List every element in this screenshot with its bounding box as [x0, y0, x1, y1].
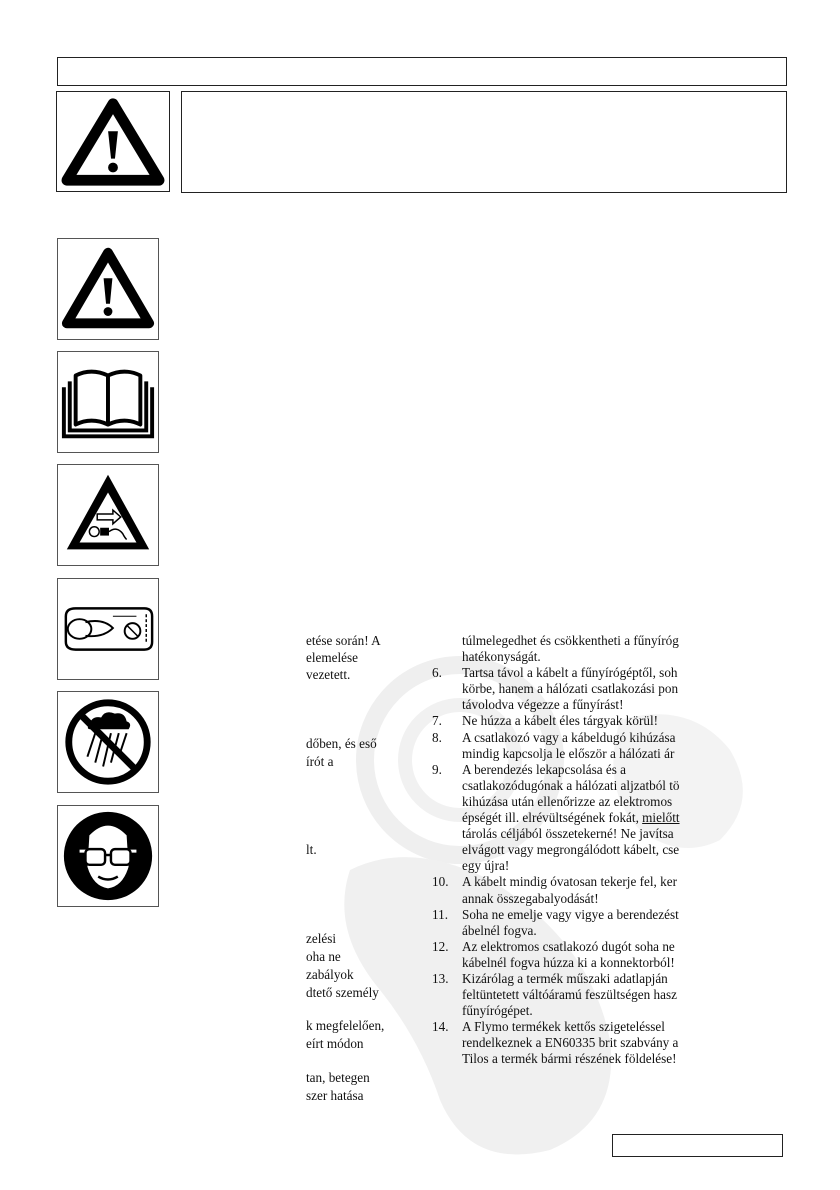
item-number: 14. [432, 1019, 449, 1035]
left-fragment: etése során! A [306, 633, 381, 648]
left-fragment: írót a [306, 754, 334, 769]
left-fragment: zabályok [306, 967, 354, 982]
list-item [432, 874, 728, 906]
top-warning-icon-box [56, 91, 170, 192]
item-line: egy újra! [462, 858, 510, 874]
left-fragment: zelési [306, 931, 337, 946]
item-line: A Flymo termékek kettős szigeteléssel [462, 1019, 665, 1035]
item-line: Tilos a termék bármi részének földelése! [462, 1051, 677, 1067]
item-line: Az elektromos csatlakozó dugót soha ne [462, 938, 675, 954]
item-line: mindig kapcsolja le először a hálózati ár [462, 745, 675, 761]
item-line: A kábelt mindig óvatosan tekerje fel, ker [462, 874, 677, 890]
left-fragment: tan, betegen [306, 1070, 370, 1085]
safety-goggles-icon [58, 806, 158, 906]
item-line: tárolás céljából összetekerné! Ne javítsa [462, 826, 674, 842]
item-line: feltüntetett váltóáramú feszültségen hasz [462, 987, 677, 1003]
left-fragment: elemelése [306, 650, 358, 665]
left-fragment: vezetett. [306, 667, 351, 682]
item-line: A berendezés lekapcsolása és a [462, 761, 627, 777]
list-item [432, 633, 728, 665]
item-line: kábelnél fogva húzza ki a konnektorból! [462, 954, 675, 970]
item-line: körbe, hanem a hálózati csatlakozási pon [462, 681, 679, 697]
left-fragment: szer hatása [306, 1088, 364, 1103]
item-line: Tartsa távol a kábelt a fűnyírógéptől, soh [462, 665, 678, 681]
list-item [432, 762, 728, 875]
icon-box-mower [57, 578, 159, 680]
list-item [432, 971, 728, 1019]
item-line: Kizárólag a termék műszaki adatlapján [462, 970, 668, 986]
item-line: ábelnél fogva. [462, 922, 537, 938]
footer-page-box [612, 1134, 783, 1157]
left-fragment: eírt módon [306, 1036, 364, 1051]
item-line: A csatlakozó vagy a kábeldugó kihúzása [462, 729, 676, 745]
item-number: 13. [432, 970, 449, 986]
header-title-box [57, 57, 787, 86]
list-item [432, 730, 728, 762]
item-number [432, 633, 462, 665]
icon-box-unplug [57, 464, 159, 566]
top-warning-text-box [181, 91, 787, 193]
manual-book-icon [58, 352, 158, 452]
icon-box-goggles [57, 805, 159, 907]
warning-triangle-icon [58, 239, 158, 339]
item-line: Ne húzza a kábelt éles tárgyak körül! [462, 713, 659, 729]
unplug-warning-icon [58, 465, 158, 565]
left-fragment: oha ne [306, 949, 341, 964]
item-line: túlmelegedhet és csökkentheti a fűnyíróg [462, 633, 679, 648]
left-fragment: dtető személy [306, 985, 379, 1000]
item-line: távolodva végezze a fűnyírást! [462, 697, 624, 713]
item-number: 11. [432, 906, 448, 922]
item-line: Soha ne emelje vagy vigye a berendezést [462, 906, 679, 922]
left-fragment: dőben, és eső [306, 736, 377, 751]
item-line: kihúzása után ellenőrizze az elektromos [462, 793, 673, 809]
item-number: 7. [432, 713, 442, 729]
item-number: 6. [432, 665, 442, 681]
item-line: rendelkeznek a EN60335 brit szabvány a [462, 1035, 679, 1051]
item-line: annak összegabalyodását! [462, 890, 599, 906]
mower-cable-icon [58, 579, 158, 679]
icon-box-manual [57, 351, 159, 453]
list-item [432, 665, 728, 713]
icon-box-warning [57, 238, 159, 340]
item-line: csatlakozódugónak a hálózati aljzatból tö [462, 777, 680, 793]
warning-triangle-icon [57, 92, 169, 191]
underlined-word: mielőtt [642, 810, 680, 826]
item-number: 8. [432, 729, 442, 745]
item-number: 9. [432, 761, 442, 777]
item-line-with-underline: épségét ill. elrévültségének fokát, mielőtt [462, 810, 680, 826]
icon-box-no-rain [57, 691, 159, 793]
item-number: 10. [432, 874, 449, 890]
item-line: fűnyírógépet. [462, 1003, 533, 1019]
safety-instructions-list [432, 633, 728, 1068]
list-item [432, 907, 728, 939]
left-fragment: lt. [306, 842, 317, 857]
left-fragment: k megfelelően, [306, 1018, 385, 1033]
item-line: elvágott vagy megrongálódott kábelt, cse [462, 842, 680, 858]
list-item [432, 713, 728, 729]
item-line: hatékonyságát. [462, 649, 541, 665]
list-item [432, 939, 728, 971]
list-item [432, 1019, 728, 1067]
item-number: 12. [432, 938, 449, 954]
no-rain-icon [58, 692, 158, 792]
